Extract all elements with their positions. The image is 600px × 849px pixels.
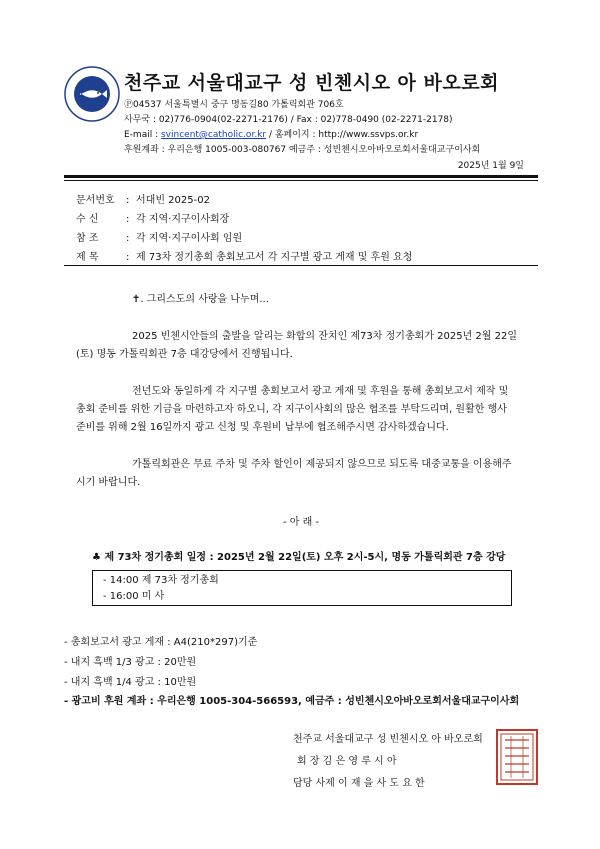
subject: 제 73차 정기총회 총회보고서 각 지구별 광고 게재 및 후원 요청	[136, 252, 413, 263]
subject-row: 제 목 : 제 73차 정기총회 총회보고서 각 지구별 광고 게재 및 후원 요청	[76, 248, 412, 263]
cc-row: 참 조 : 각 지역·지구이사회 임원	[76, 229, 242, 244]
doc-number-row: 문서번호 : 서대빈 2025-02	[76, 191, 210, 206]
header-divider	[64, 175, 538, 178]
below-heading: - 아 래 -	[282, 517, 320, 528]
subject-label: 제 목	[76, 252, 99, 263]
homepage-label: / 홈페이지 :	[266, 130, 319, 140]
ad-item-size: - 총회보고서 광고 게재 : A4(210*297)기준	[64, 637, 258, 648]
ad-item-third: - 내지 흑백 1/3 광고 : 20만원	[64, 657, 197, 668]
ad-account: - 광고비 후원 계좌 : 우리은행 1005-304-566593, 예금주 : 성빈첸시오아바오로회서울대교구이사회	[64, 696, 520, 707]
signature-org: 천주교 서울대교구 성 빈첸시오 아 바오로회	[293, 734, 483, 745]
doc-number: 서대빈 2025-02	[136, 195, 210, 206]
society-logo	[64, 66, 120, 122]
event-line: ♣ 제 73차 정기총회 일정 : 2025년 2월 22일(토) 오후 2시-5시, 명동 가톨릭회관 7층 강당	[92, 552, 506, 563]
doc-number-label: 문서번호	[76, 195, 115, 206]
p2-line-1: 전년도와 동일하게 각 지구별 총회보고서 광고 게재 및 후원을 통해 총회보고서 제작 및	[132, 386, 509, 397]
recipient-label: 수 신	[76, 214, 99, 225]
p3-line-1: 가톨릭회관은 무료 주차 및 주차 할인이 제공되지 않으므로 되도록 대중교통을 이용해주	[132, 459, 512, 470]
p1-line-2: (토) 명동 가톨릭회관 7층 대강당에서 진행됩니다.	[76, 349, 293, 360]
recipient-row: 수 신 : 각 지역·지구이사회장	[76, 210, 229, 225]
contact-line	[124, 127, 418, 140]
cc-label: 참 조	[76, 233, 99, 244]
address: Ⓟ04537 서울특별시 중구 명동길80 가톨릭회관 706호	[124, 100, 344, 110]
document-date: 2025년 1월 9일	[457, 161, 524, 171]
email-link[interactable]: svincent@catholic.or.kr	[160, 130, 267, 140]
p1-line-1: 2025 빈첸시안들의 출발을 알리는 화합의 잔치인 제73차 정기총회가 2025년 2월 22일	[132, 331, 517, 342]
paragraph-1	[76, 328, 528, 364]
phone-fax: 사무국 : 02)776-0904(02-2271-2176) / Fax : 02)778-0490 (02-2271-2178)	[124, 115, 453, 125]
homepage-link[interactable]: http://www.ssvps.or.kr	[318, 130, 419, 140]
official-seal-icon	[495, 728, 539, 786]
schedule-box	[92, 570, 512, 606]
p3-line-2: 시기 바랍니다.	[76, 477, 141, 488]
schedule-item: - 16:00 미 사	[103, 591, 165, 602]
bank-info: 후원계좌 : 우리은행 1005-003-080767 예금주 : 성빈첸시오아바오로회서울대교구이사회	[124, 145, 481, 155]
org-title: 천주교 서울대교구 성 빈첸시오 아 바오로회	[124, 72, 499, 94]
greeting-text: ✝. 그리스도의 사랑을 나누며...	[132, 294, 269, 305]
meta-divider	[64, 265, 538, 266]
paragraph-2	[76, 383, 528, 437]
paragraph-3	[76, 456, 528, 492]
p2-line-2: 총회 준비를 위한 기금을 마련하고자 하오니, 각 지구이사회의 많은 협조를 부탁드리며, 원활한 행사	[76, 404, 507, 415]
p2-line-3: 준비를 위해 2월 16일까지 광고 신청 및 후원비 납부에 협조해주시면 감사하겠습니다.	[76, 422, 449, 433]
signature-manager: 담당 사제 이 재 을 사 도 요 한	[293, 778, 425, 789]
header-divider-thin	[64, 180, 538, 181]
email-label: E-mail :	[124, 130, 161, 140]
cc: 각 지역·지구이사회 임원	[136, 233, 243, 244]
signature-president: 회 장 김 은 영 루 시 아	[297, 756, 397, 767]
recipient: 각 지역·지구이사회장	[136, 214, 230, 225]
greeting	[76, 291, 528, 309]
ad-item-quarter: - 내지 흑백 1/4 광고 : 10만원	[64, 677, 197, 688]
schedule-item: - 14:00 제 73차 정기총회	[103, 575, 219, 586]
